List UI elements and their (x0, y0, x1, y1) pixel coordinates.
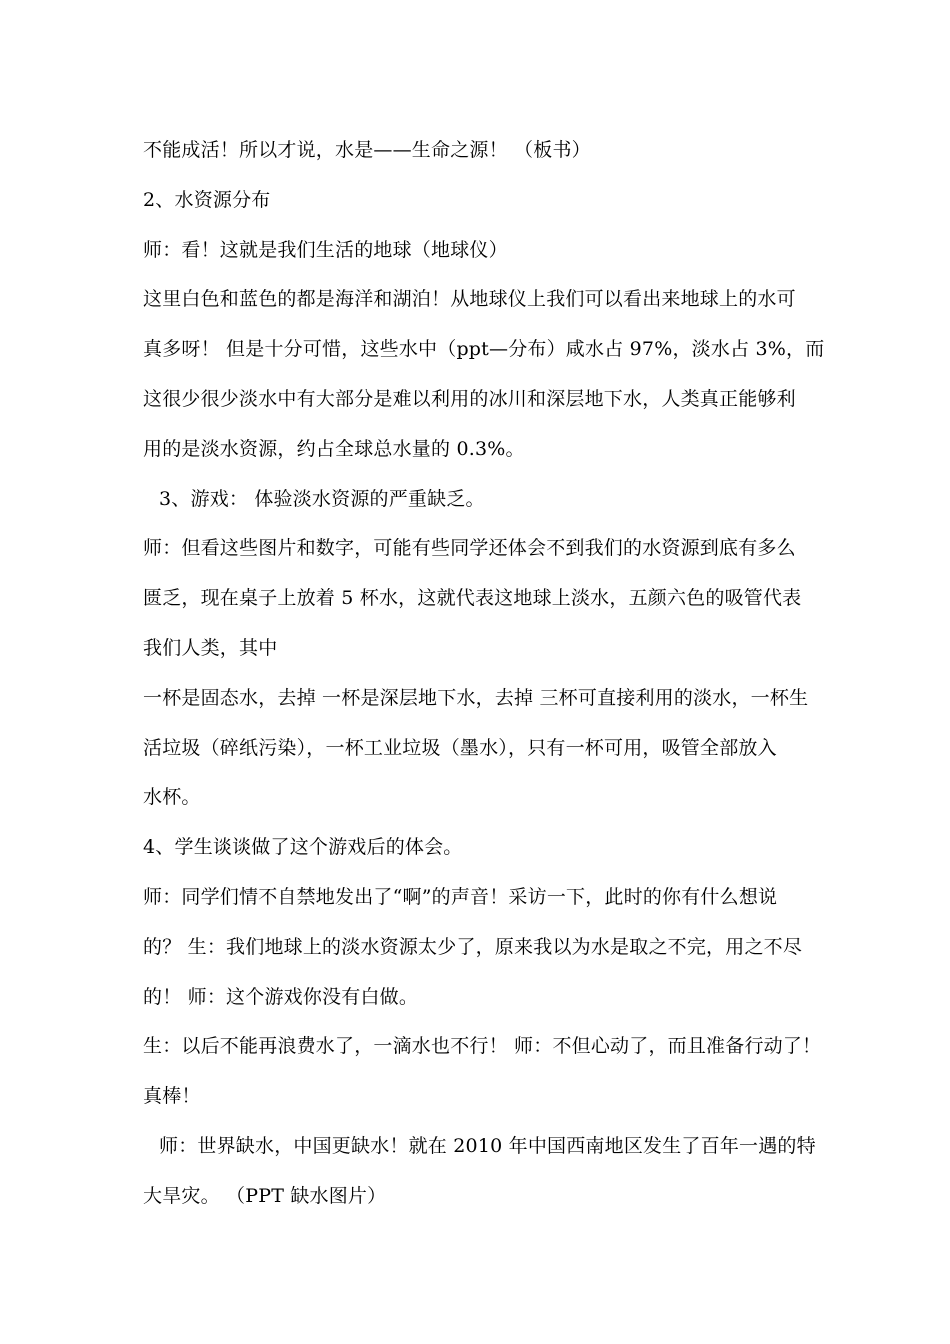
text-line: 不能成活！所以才说，水是——生命之源！ （板书） (143, 139, 591, 161)
text-line: 师：但看这些图片和数字，可能有些同学还体会不到我们的水资源到底有多么 (143, 537, 796, 560)
section-heading-reflection: 4、学生谈谈做了这个游戏后的体会。 (143, 836, 463, 859)
text-line: 师：看！这就是我们生活的地球（地球仪） (143, 238, 508, 261)
text-line: 的！ 师：这个游戏你没有白做。 (143, 985, 419, 1008)
text-line: 水杯。 (143, 786, 201, 809)
text-line: 大旱灾。 （PPT 缺水图片） (143, 1184, 387, 1207)
text-line: 师：同学们情不自禁地发出了“啊”的声音！采访一下，此时的你有什么想说 (143, 885, 778, 908)
text-line: 匮乏，现在桌子上放着 5 杯水，这就代表这地球上淡水，五颜六色的吸管代表 (143, 587, 802, 610)
text-line: 一杯是固态水，去掉 一杯是深层地下水，去掉 三杯可直接利用的淡水，一杯生 (143, 686, 809, 709)
text-line: 我们人类，其中 (143, 636, 278, 659)
text-line: 师：世界缺水，中国更缺水！就在 2010 年中国西南地区发生了百年一遇的特 (159, 1134, 816, 1157)
text-line: 的？ 生：我们地球上的淡水资源太少了，原来我以为水是取之不完，用之不尽 (143, 935, 803, 958)
text-line: 生：以后不能再浪费水了，一滴水也不行！ 师：不但心动了，而且准备行动了！ (143, 1035, 822, 1058)
text-line: 用的是淡水资源，约占全球总水量的 0.3%。 (143, 437, 525, 460)
document-body (143, 134, 825, 1230)
section-heading-water-distribution: 2、水资源分布 (143, 188, 271, 211)
text-line: 真棒！ (143, 1085, 201, 1108)
text-line: 活垃圾（碎纸污染），一杯工业垃圾（墨水），只有一杯可用，吸管全部放入 (143, 736, 777, 759)
text-line: 这里白色和蓝色的都是海洋和湖泊！从地球仪上我们可以看出来地球上的水可 (143, 288, 796, 311)
text-line: 真多呀！ 但是十分可惜，这些水中（ppt—分布）咸水占 97%，淡水占 3%，而 (143, 338, 825, 361)
text-line: 这很少很少淡水中有大部分是难以利用的冰川和深层地下水，人类真正能够利 (143, 387, 796, 410)
section-heading-game: 3、游戏： 体验淡水资源的严重缺乏。 (159, 487, 485, 510)
